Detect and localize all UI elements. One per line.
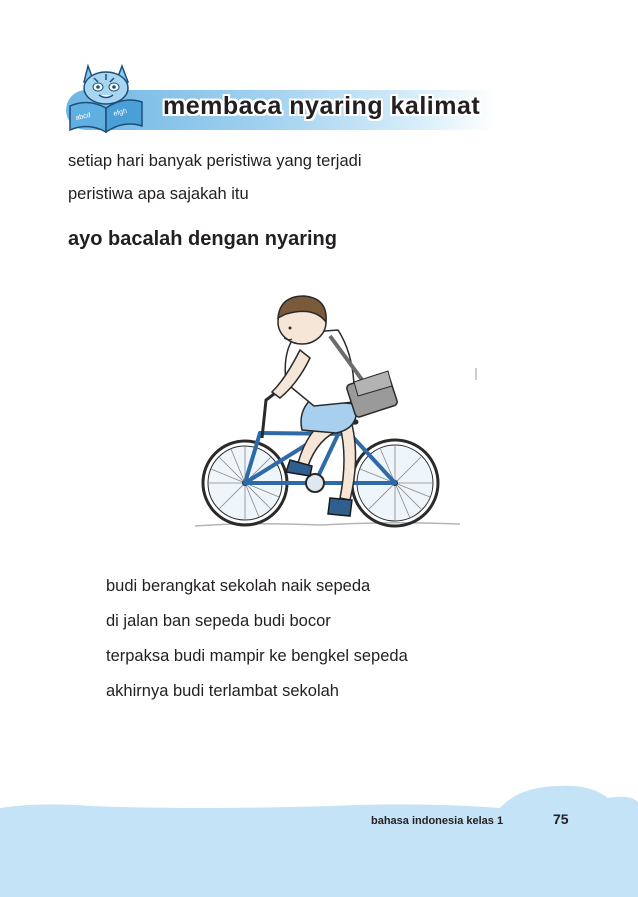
instruction-heading: ayo bacalah dengan nyaring [68,228,337,250]
page-title: membaca nyaring kalimat [163,92,481,120]
page-number: 75 [553,811,569,827]
story-line: akhirnya budi terlambat sekolah [106,682,339,700]
story-line: budi berangkat sekolah naik sepeda [106,577,371,595]
cat-reading-book-icon [66,60,146,136]
book-right-text: efgh [112,107,128,118]
footer-label: bahasa indonesia kelas 1 [371,815,504,827]
intro-line: peristiwa apa sajakah itu [68,185,249,203]
story-line: terpaksa budi mampir ke bengkel sepeda [106,647,408,665]
book-left-text: abcd [74,111,92,122]
intro-line: setiap hari banyak peristiwa yang terjadi [68,152,362,170]
boy-riding-bicycle-illustration [190,288,480,543]
footer-cloud-band [0,780,638,897]
story-line: di jalan ban sepeda budi bocor [106,612,331,630]
